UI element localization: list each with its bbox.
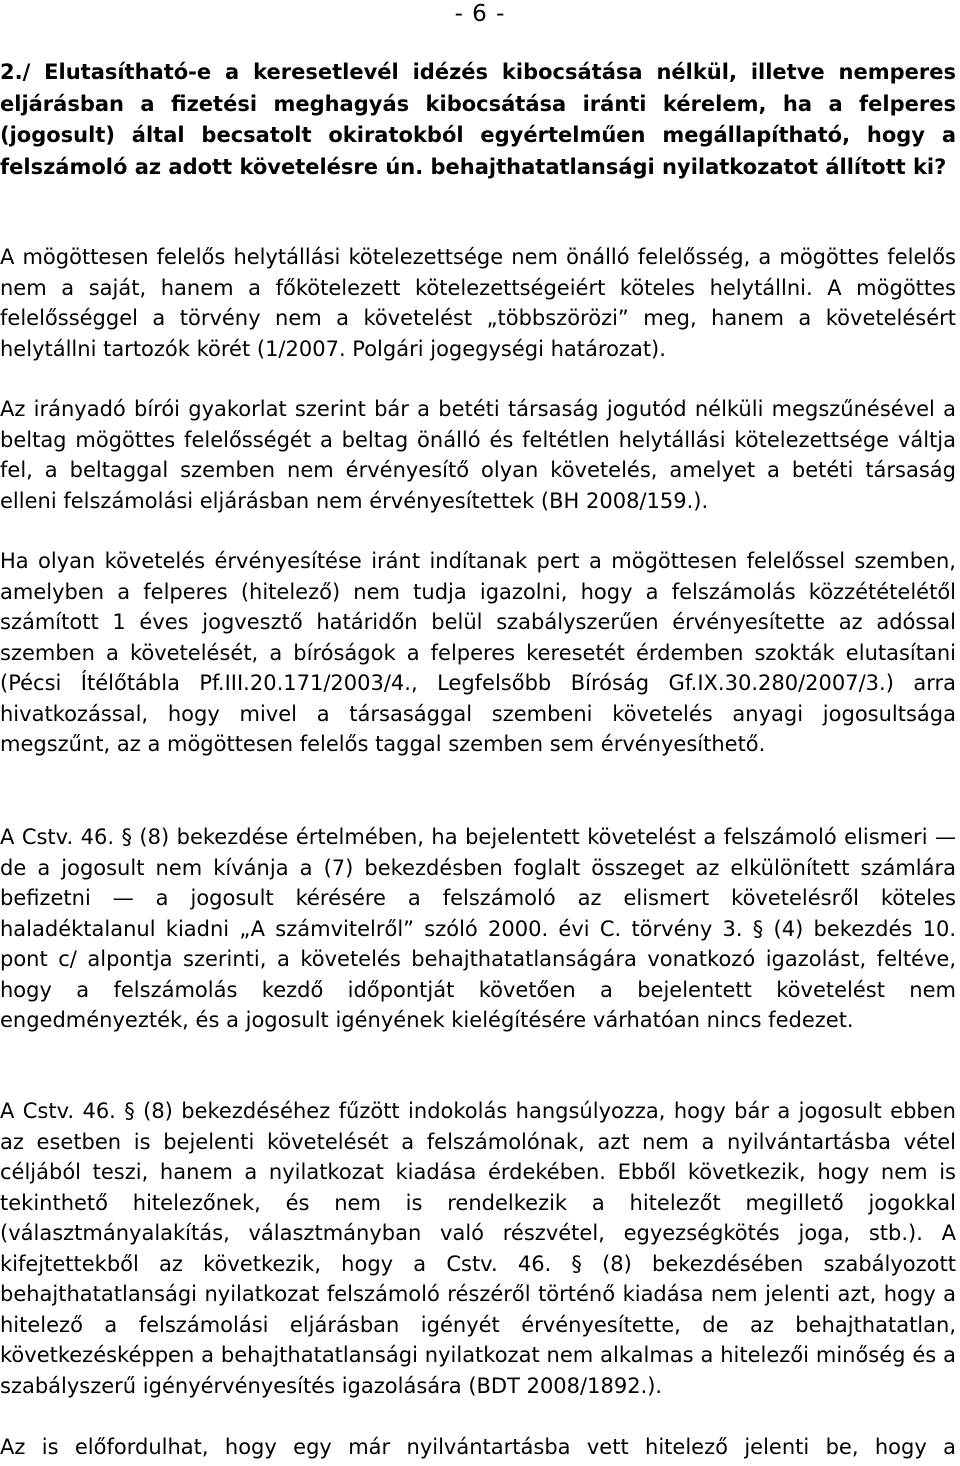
page-number: - 6 - (454, 1, 506, 27)
question-heading: 2./ Elutasítható-e a keresetlevél idézés kibocsátása nélkül, illetve nemperes eljárásban a fizetési meghagyás kibocsátása iránti kérelem, ha a felperes (jogosult) által becsatolt okiratokból egyértelműen megállapítható, hogy a felszámoló az adott követelésre ún. behajthatatlansági nyilatkozatot állított ki? (0, 60, 956, 179)
paragraph-3: Ha olyan követelés érvényesítése iránt indítanak pert a mögöttesen felelőssel szemben, amelyben a felperes (hitelező) nem tudja igazolni, hogy a felszámolás közzétételétől számított 1 éves jogvesztő határidőn belül szabályszerűen érvényesítette az adóssal szemben a követelését, a bíróságok a felperes keresetét érdemben szokták elutasítani (Pécsi Ítélőtábla Pf.III.20.171/2003/4., Legfelsőbb Bíróság Gf.IX.30.280/2007/3.) arra hivatkozással, hogy mivel a társasággal szembeni követelés anyagi jogosultsága megszűnt, az a mögöttesen felelős taggal szemben sem érvényesíthető. (0, 549, 956, 756)
paragraph-2: Az irányadó bírói gyakorlat szerint bár a betéti társaság jogutód nélküli megszűnésével a beltag mögöttes felelősségét a beltag önálló és feltétlen helytállási kötelezettsége váltja fel, a beltaggal szemben nem érvényesítő olyan követelés, amelyet a betéti társaság elleni felszámolási eljárásban nem érvényesítettek (BH 2008/159.). (0, 397, 956, 513)
paragraph-4: A Cstv. 46. § (8) bekezdése értelmében, ha bejelentett követelést a felszámoló elismeri — de a jogosult nem kívánja a (7) bekezdésben foglalt összeget az elkülönített számlára befizetni — a jogosult kérésére a felszámoló az elismert követelésről köteles haladéktalanul kiadni „A számvitelről” szóló 2000. évi C. törvény 3. § (4) bekezdés 10. pont c/ alpontja szerinti, a követelés behajthatatlanságára vonatkozó igazolást, feltéve, hogy a felszámolás kezdő időpontját követően a bejelentett követelést nem engedményezték, és a jogosult igényének kielégítésére várhatóan nincs fedezet. (0, 825, 956, 1032)
paragraph-6: Az is előfordulhat, hogy egy már nyilvántartásba vett hitelező jelenti be, hogy a (0, 1435, 956, 1459)
paragraph-1: A mögöttesen felelős helytállási kötelezettsége nem önálló felelősség, a mögöttes felelős nem a saját, hanem a főkötelezett kötelezettségeiért köteles helytállni. A mögöttes felelősséggel a törvény nem a követelést „többszörözi” meg, hanem a követelésért helytállni tartozók körét (1/2007. Polgári jogegységi határozat). (0, 245, 956, 361)
paragraph-5: A Cstv. 46. § (8) bekezdéséhez fűzött indokolás hangsúlyozza, hogy bár a jogosult ebben az esetben is bejelenti követelését a felszámolónak, azt nem a nyilvántartásba vétel céljából teszi, hanem a nyilatkozat kiadása érdekében. Ebből következik, hogy nem is tekinthető hitelezőnek, és nem is rendelkezik a hitelezőt megillető jogokkal (választmányalakítás, választmányban való részvétel, egyezségkötés joga, stb.). A kifejtettekből az következik, hogy a Cstv. 46. § (8) bekezdésében szabályozott behajthatatlansági nyilatkozat felszámoló részéről történő kiadása nem jelenti azt, hogy a hitelező a felszámolási eljárásban igényét érvényesítette, de az behajthatatlan, következésképpen a behajthatatlansági nyilatkozat nem alkalmas a hitelezői minőség és a szabályszerű igényérvényesítés igazolására (BDT 2008/1892.). (0, 1099, 956, 1398)
